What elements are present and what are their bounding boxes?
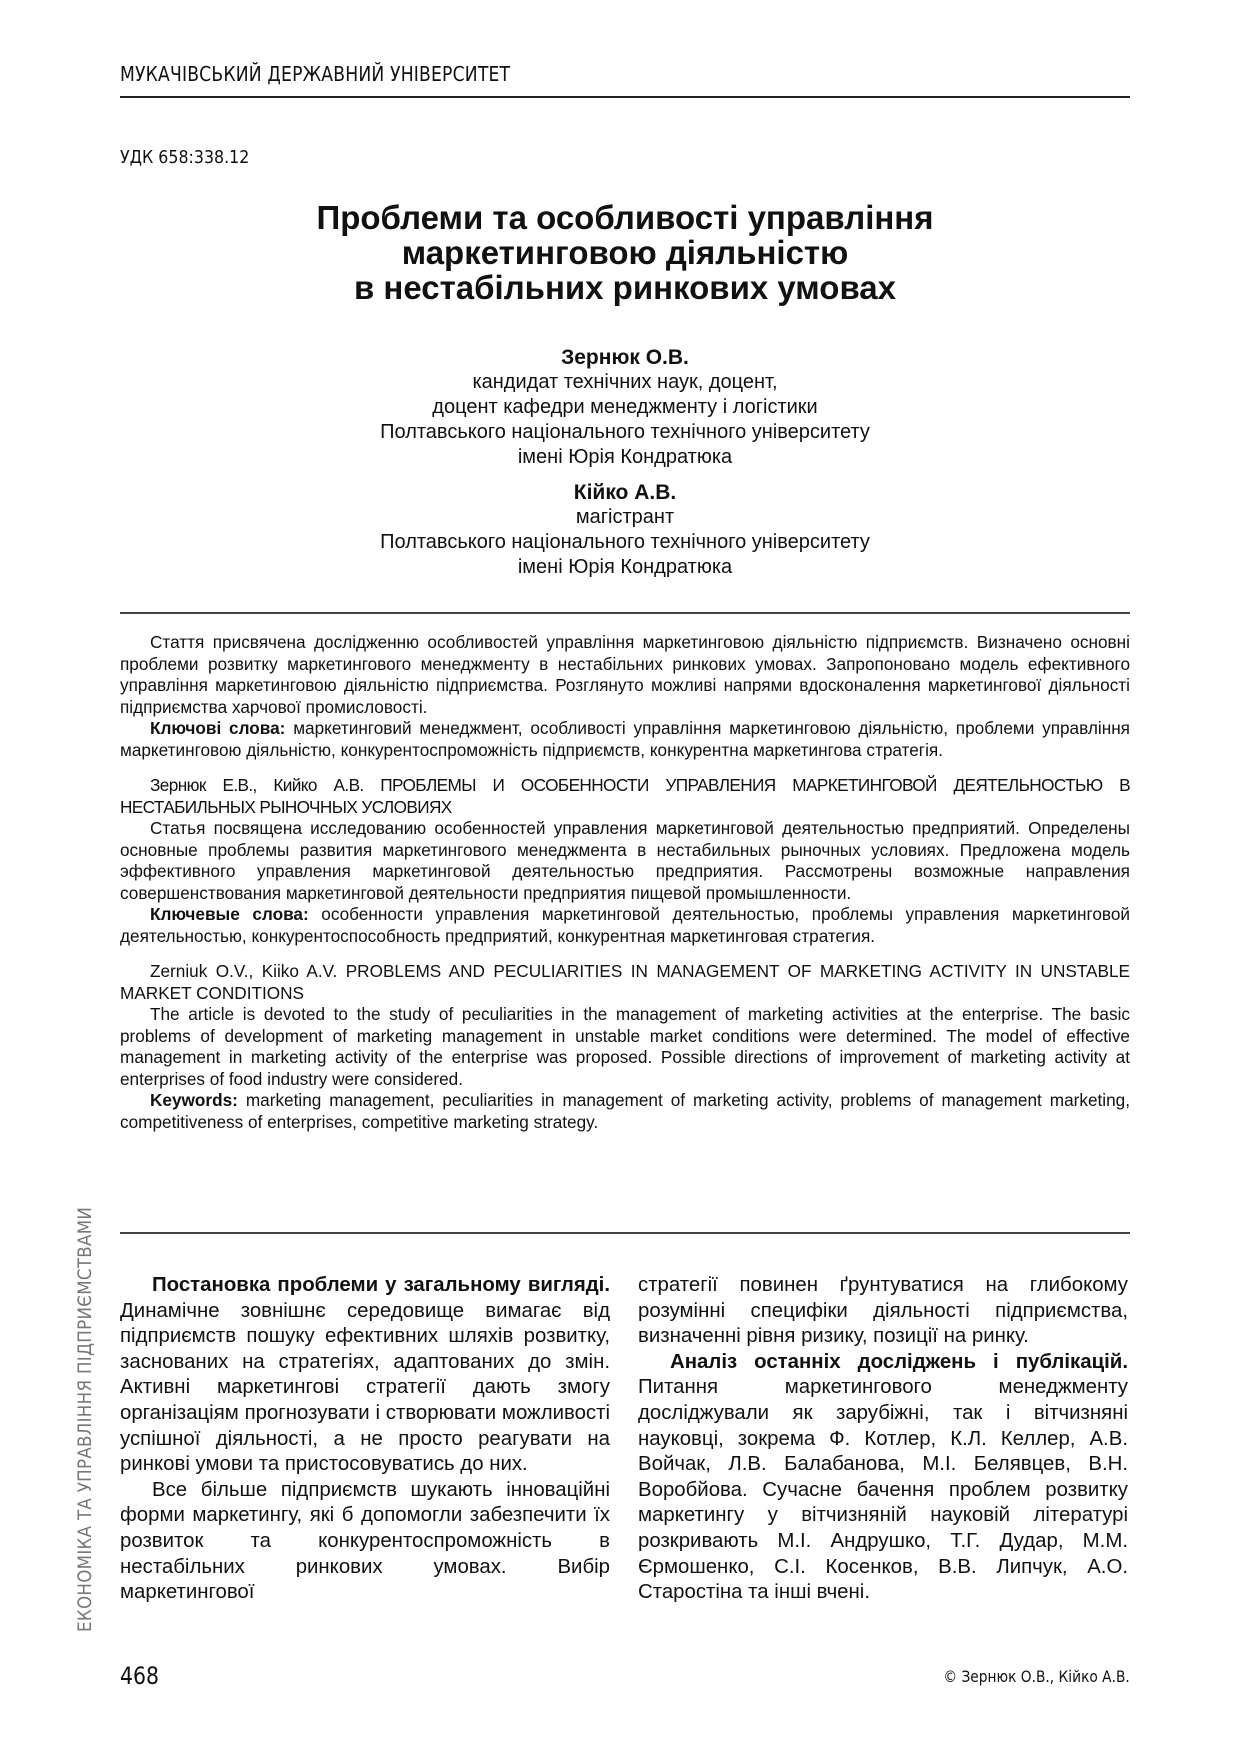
author-affiliation-line: Полтавського національного технічного університету xyxy=(380,531,870,553)
abstract-en-keywords xyxy=(120,1090,1130,1133)
abstract-ua-text: Стаття присвячена дослідженню особливостей управління маркетинговою діяльністю підприємств. Визначено основні проблеми розвитку маркетингового менеджменту в нестабільних ринкових умовах. Запропоновано модель ефективного управління маркетинговою діяльністю підприємства. Розглянуто можливі напрями вдосконалення маркетингової діяльності підприємства харчової промисловості. xyxy=(120,632,1130,717)
paragraph-problem-statement: Постановка проблеми у загальному вигляді. Динамічне зовнішнє середовище вимагає від підприємств пошуку ефективних шляхів розвитку, заснованих на стратегіях, адаптованих до змін. Активні маркетингові стратегії дають змогу організаціям прогнозувати і створювати можливості успішної діяльності, а не просто реагувати на ринкові умови та пристосовуватись до них. xyxy=(120,1274,610,1476)
author-affiliation-line: імені Юрія Кондратюка xyxy=(517,446,733,468)
keywords-label: Ключові слова: xyxy=(150,718,286,738)
keywords-label: Ключевые слова: xyxy=(150,904,309,924)
paragraph-continuation: стратегії повинен ґрунтуватися на глибокому розумінні специфіки діяльності підприємства, визначенні рівня ризику, позиції на ринку. xyxy=(638,1274,1128,1348)
author-name: Зернюк О.В. xyxy=(561,346,689,369)
abstract-top-rule xyxy=(120,612,1130,614)
abstract-ru-keywords xyxy=(120,904,1130,947)
author-affiliation-line: доцент кафедри менеджменту і логістики xyxy=(432,396,818,418)
author-affiliation-line: магістрант xyxy=(575,506,675,528)
author-2 xyxy=(120,480,1130,580)
author-affiliation-line: Полтавського національного технічного університету xyxy=(380,421,870,443)
abstract-en-heading: Zerniuk O.V., Kiiko A.V. PROBLEMS AND PECULIARITIES IN MANAGEMENT OF MARKETING ACTIVITY IN UNSTABLE MARKET CONDITIONS xyxy=(120,961,1130,1003)
title-line-2: маркетинговою діяльністю xyxy=(401,234,849,271)
abstracts-block xyxy=(120,632,1130,1133)
author-affiliation-line: імені Юрія Кондратюка xyxy=(517,556,733,578)
side-section-label: ЕКОНОМІКА ТА УПРАВЛІННЯ ПІДПРИЄМСТВАМИ xyxy=(74,1206,96,1632)
abstract-en-text: The article is devoted to the study of peculiarities in the management of marketing activities at the enterprise. The basic problems of development of marketing management in unstable market conditions were determined. The model of effective management in marketing activity of the enterprise was proposed. Possible directions of improvement of marketing activity at enterprises of food industry were considered. xyxy=(120,1004,1130,1089)
section-heading: Постановка проблеми у загальному вигляді. xyxy=(152,1274,610,1296)
author-1 xyxy=(120,345,1130,470)
article-title xyxy=(120,200,1130,305)
author-name: Кійко А.В. xyxy=(573,481,677,504)
abstract-ua-keywords xyxy=(120,718,1130,761)
udk-code: УДК 658:338.12 xyxy=(120,147,250,168)
section-heading: Аналіз останніх досліджень і публікацій. xyxy=(670,1350,1128,1373)
authors-block xyxy=(120,345,1130,580)
body-column-left xyxy=(120,1273,610,1606)
keywords-label: Keywords: xyxy=(150,1090,238,1110)
abstract-ru-heading: Зернюк Е.В., Кийко А.В. ПРОБЛЕМЫ И ОСОБЕННОСТИ УПРАВЛЕНИЯ МАРКЕТИНГОВОЙ ДЕЯТЕЛЬНОСТЬЮ В НЕСТАБИЛЬНЫХ РЫНОЧНЫХ УСЛОВИЯХ xyxy=(120,775,1130,817)
journal-name: МУКАЧІВСЬКИЙ ДЕРЖАВНИЙ УНІВЕРСИТЕТ xyxy=(120,62,511,86)
paragraph-literature-review: Аналіз останніх досліджень і публікацій. Питання маркетингового менеджменту досліджували як зарубіжні, так і вітчизняні науковці, зокрема Ф. Котлер, К.Л. Келлер, А.В. Войчак, Л.В. Балабанова, М.І. Белявцев, В.Н. Воробйова. Сучасне бачення проблем розвитку маркетингу у вітчизняній науковій літературі розкривають М.І. Андрушко, Т.Г. Дудар, М.М. Єрмошенко, С.І. Косенков, В.В. Липчук, А.О. Старостіна та інші вчені. xyxy=(638,1350,1128,1604)
paragraph-innovation: Все більше підприємств шукають інноваційні форми маркетингу, які б допомогли забезпечити їх розвиток та конкурентоспроможність в нестабільних ринкових умовах. Вибір маркетингової xyxy=(120,1478,610,1604)
copyright-notice: © Зернюк О.В., Кійко А.В. xyxy=(943,1667,1130,1686)
keywords-text: особенности управления маркетинговой деятельностью, проблемы управления маркетинговой деятельностью, конкурентоспособность предприятий, конкурентная маркетинговая стратегия. xyxy=(120,904,1130,946)
keywords-text: маркетинговий менеджмент, особливості управління маркетинговою діяльністю, проблеми управління маркетинговою діяльністю, конкурентоспроможність підприємств, конкурентна маркетингова стратегія. xyxy=(120,718,1130,760)
abstract-bottom-rule xyxy=(120,1232,1130,1234)
page-number: 468 xyxy=(120,1662,159,1690)
running-header xyxy=(120,62,1130,86)
header-rule xyxy=(120,96,1130,98)
keywords-text: marketing management, peculiarities in management of marketing activity, problems of management marketing, competitiveness of enterprises, competitive marketing strategy. xyxy=(120,1090,1130,1132)
title-line-3: в нестабільних ринкових умовах xyxy=(353,269,897,306)
body-column-right xyxy=(638,1273,1128,1606)
title-line-1: Проблеми та особливості управління xyxy=(316,199,934,236)
author-affiliation-line: кандидат технічних наук, доцент, xyxy=(472,371,778,393)
abstract-ru-text: Статья посвящена исследованию особенностей управления маркетинговой деятельностью предприятий. Определены основные проблемы развития маркетингового менеджмента в нестабильных рыночных условиях. Предложена модель эффективного управления маркетинговой деятельностью предприятия. Рассмотрены возможные направления совершенствования маркетинговой деятельности предприятия пищевой промышленности. xyxy=(120,818,1130,903)
